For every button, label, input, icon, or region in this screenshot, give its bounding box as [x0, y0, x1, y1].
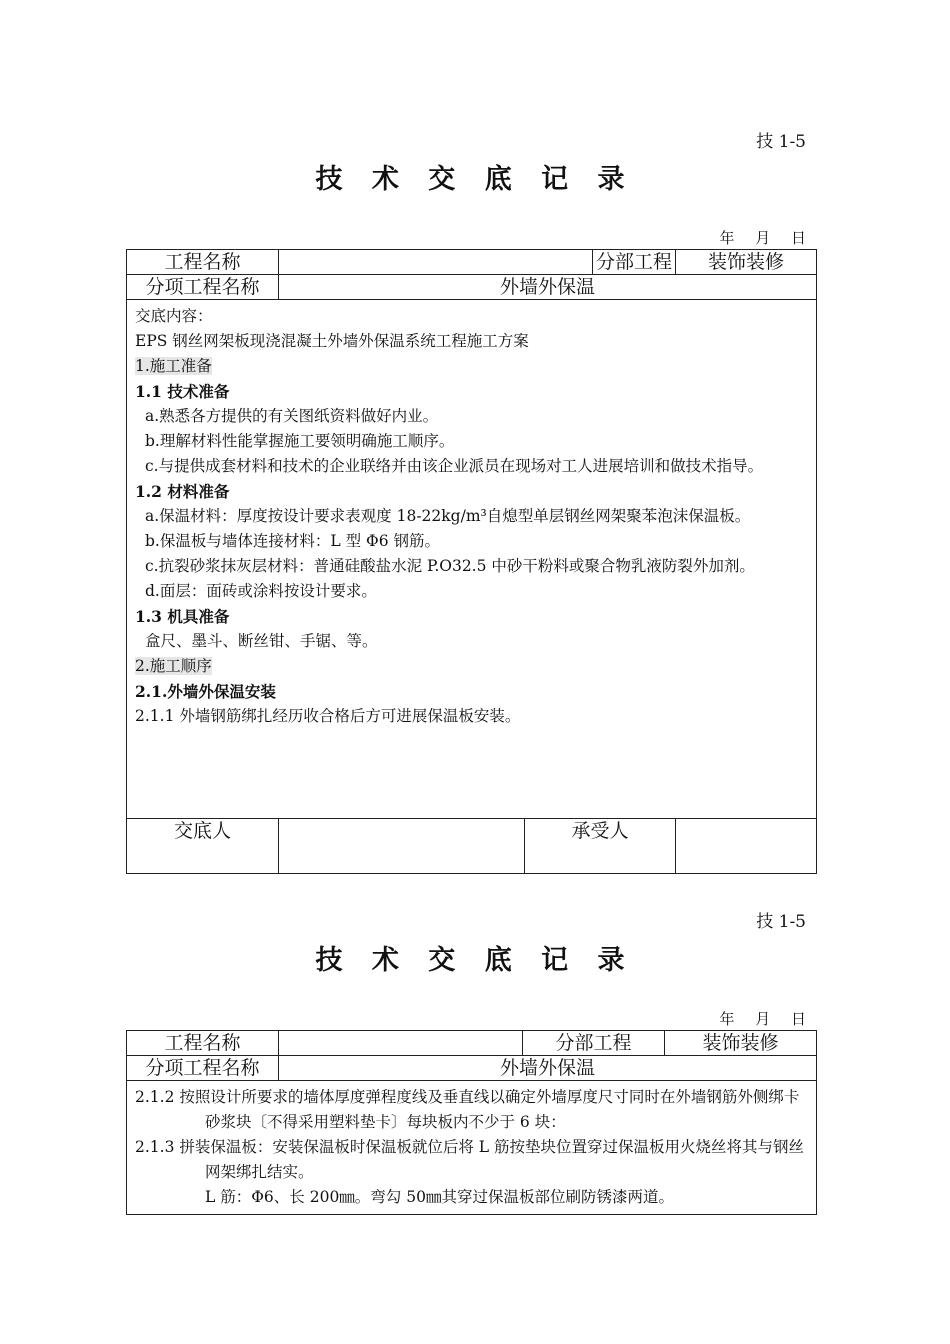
item-1-2b: b.保温板与墙体连接材料：L 型 Φ6 钢筋。 [145, 532, 440, 550]
subitem-value: 外墙外保温 [279, 275, 817, 300]
project-name-label-2: 工程名称 [127, 1031, 279, 1056]
project-name-label: 工程名称 [127, 250, 279, 275]
date-line-2: 年 月 日 [719, 1010, 806, 1028]
division-value: 装饰装修 [676, 250, 817, 275]
disclosure-table-2 [126, 1030, 817, 1215]
subitem-label-2: 分项工程名称 [127, 1056, 279, 1081]
intro-label: 交底内容： [135, 307, 213, 325]
receiver-label: 承受人 [525, 819, 676, 874]
scheme-title: EPS 钢丝网架板现浇混凝土外墙外保温系统工程施工方案 [135, 332, 529, 350]
section-1-2-heading: 1.2 材料准备 [135, 482, 230, 501]
item-1-1a: a.熟悉各方提供的有关图纸资料做好内业。 [145, 407, 439, 425]
disclosure-content [127, 300, 817, 819]
section-1-3-heading: 1.3 机具准备 [135, 607, 230, 626]
project-name-value-2 [279, 1031, 523, 1056]
disclosure-table [126, 249, 817, 874]
doc-code: 技 1-5 [756, 132, 806, 152]
item-2-1-3: 2.1.3 拼装保温板：安装保温板时保温板就位后将 L 筋按垫块位置穿过保温板用火烧丝将其与钢丝网架绑扎结实。 [135, 1138, 805, 1181]
subitem-label: 分项工程名称 [127, 275, 279, 300]
subitem-value-2: 外墙外保温 [279, 1056, 817, 1081]
project-name-value [279, 250, 593, 275]
item-1-1b: b.理解材料性能掌握施工要领明确施工顺序。 [145, 432, 455, 450]
section-1-1-heading: 1.1 技术准备 [135, 382, 230, 401]
doc-code-2: 技 1-5 [756, 912, 806, 932]
item-1-1c: c.与提供成套材料和技术的企业联络并由该企业派员在现场对工人进展培训和做技术指导。 [145, 457, 764, 475]
item-1-3: 盒尺、墨斗、断丝钳、手锯、等。 [145, 632, 378, 650]
item-2-1-2: 2.1.2 按照设计所要求的墙体厚度弹程度线及垂直线以确定外墙厚度尺寸同时在外墙钢筋外侧绑卡砂浆块〔不得采用塑料垫卡〕每块板内不少于 6 块： [135, 1088, 800, 1131]
discloser-value [279, 819, 525, 874]
section-2-1-heading: 2.1.外墙外保温安装 [135, 682, 276, 701]
item-1-2c: c.抗裂砂浆抹灰层材料：普通硅酸盐水泥 P.O32.5 中砂干粉料或聚合物乳液防裂外加剂。 [145, 557, 755, 575]
item-2-1-1: 2.1.1 外墙钢筋绑扎经历收合格后方可进展保温板安装。 [135, 707, 521, 725]
disclosure-content-2 [127, 1081, 817, 1215]
receiver-value [676, 819, 817, 874]
division-label-2: 分部工程 [523, 1031, 665, 1056]
item-1-2a: a.保温材料：厚度按设计要求表观度 18-22kg/m³自熄型单层钢丝网架聚苯泡沫保温板。 [145, 507, 751, 525]
page-title: 技 术 交 底 记 录 [315, 164, 635, 195]
section-2-heading: 2.施工顺序 [135, 657, 212, 675]
division-label: 分部工程 [593, 250, 676, 275]
section-1-heading: 1.施工准备 [135, 357, 212, 375]
item-1-2d: d.面层：面砖或涂料按设计要求。 [145, 582, 377, 600]
date-line: 年 月 日 [719, 229, 806, 247]
discloser-label: 交底人 [127, 819, 279, 874]
division-value-2: 装饰装修 [665, 1031, 817, 1056]
page-title-2: 技 术 交 底 记 录 [315, 945, 635, 976]
item-2-1-3-l: L 筋：Φ6、长 200㎜。弯勾 50㎜其穿过保温板部位刷防锈漆两道。 [205, 1188, 674, 1206]
